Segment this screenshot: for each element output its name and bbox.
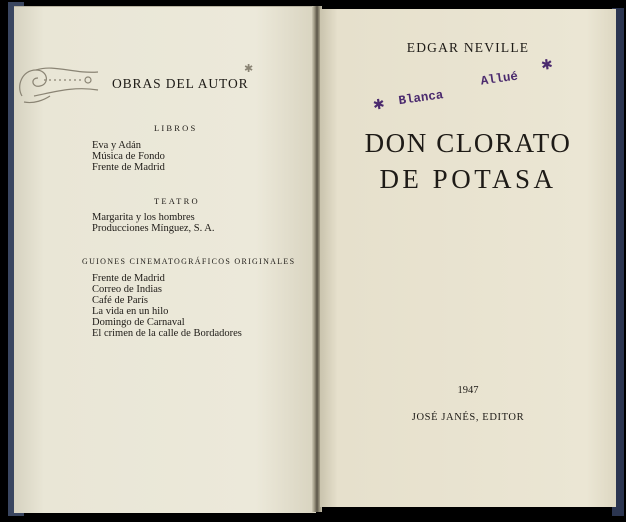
book-title-line-1: DON CLORATO [364, 128, 572, 158]
book-title-line-2: DE POTASA [379, 164, 557, 194]
publisher-name: JOSÉ JANÉS, EDITOR [411, 412, 525, 423]
list-item: Frente de Madrid [92, 162, 165, 173]
asterisk-icon: ✱ [244, 62, 254, 75]
publication-year: 1947 [457, 385, 479, 396]
ornament-icon [14, 56, 104, 106]
stamp-star-icon: ✱ [372, 96, 386, 114]
books-list [92, 140, 165, 173]
author-name: EDGAR NEVILLE [406, 40, 530, 55]
list-item: Café de París [92, 295, 148, 306]
list-item: Domingo de Carnaval [92, 317, 185, 328]
stamp-star-icon: ✱ [540, 56, 554, 75]
section-heading-books: LIBROS [154, 123, 198, 133]
works-heading: OBRAS DEL AUTOR [112, 76, 249, 91]
section-heading-screenplays: GUIONES CINEMATOGRÁFICOS ORIGINALES [82, 257, 296, 266]
list-item: Frente de Madrid [92, 273, 165, 284]
stamp-last-name: Allué [479, 69, 519, 89]
section-heading-theatre: TEATRO [154, 196, 200, 206]
list-item: Producciones Mínguez, S. A. [92, 223, 215, 234]
list-item: Eva y Adán [92, 140, 141, 151]
list-item: La vida en un hilo [92, 306, 169, 317]
theatre-list [92, 212, 215, 234]
stamp-first-name: Blanca [397, 88, 445, 109]
list-item: Música de Fondo [92, 151, 165, 162]
list-item: Margarita y los hombres [92, 212, 195, 223]
list-item: Correo de Indias [92, 284, 162, 295]
list-item: El crimen de la calle de Bordadores [92, 328, 242, 339]
screenplays-list [92, 273, 242, 339]
